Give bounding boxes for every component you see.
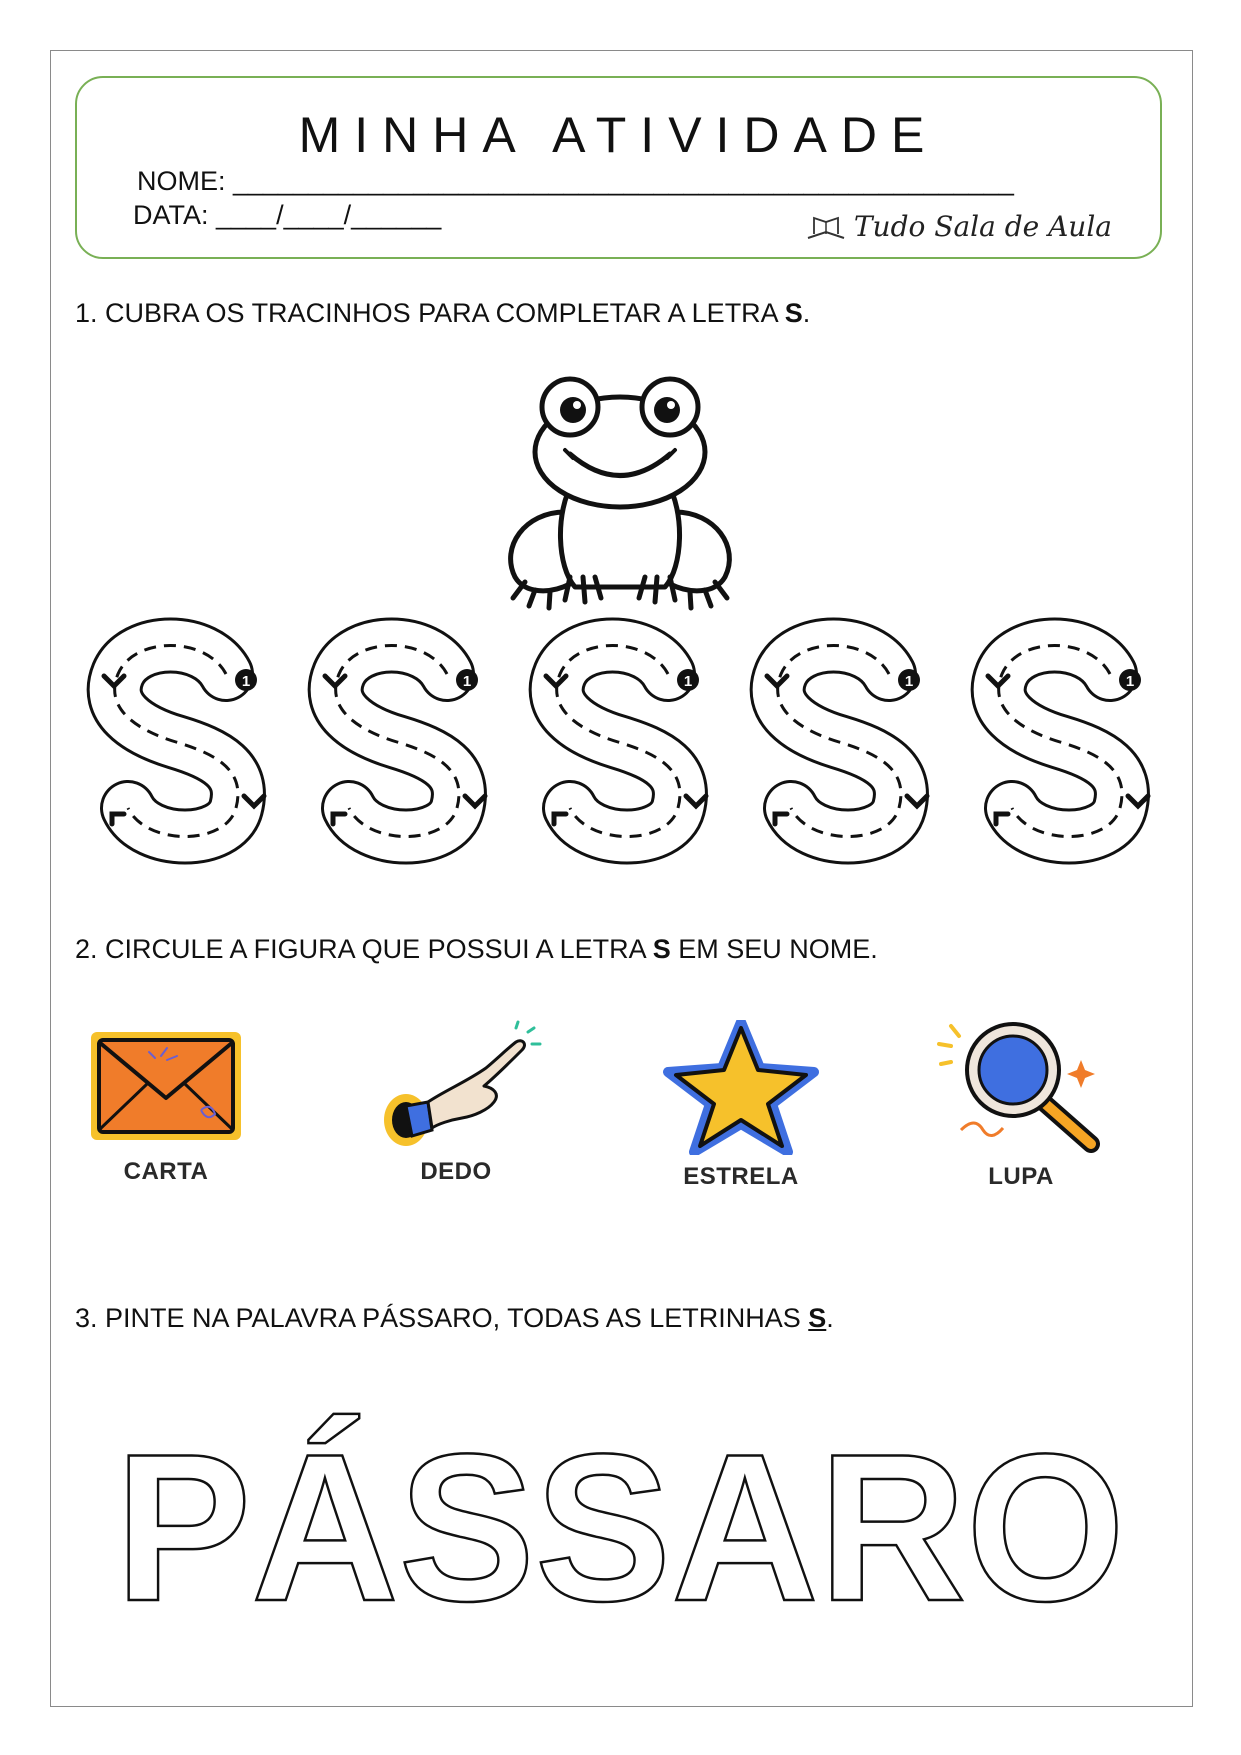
- header-box: [75, 76, 1162, 259]
- name-field[interactable]: NOME: ____________________________________________________: [137, 166, 1014, 196]
- tracing-start-number: 1: [462, 673, 472, 690]
- tracing-start-number: 1: [241, 673, 251, 690]
- picture-dedo[interactable]: [361, 1020, 551, 1186]
- picture-label: DEDO: [420, 1158, 492, 1185]
- envelope-icon: [81, 1020, 251, 1150]
- question-3: 3. PINTE NA PALAVRA PÁSSARO, TODAS AS LETRINHAS S.: [75, 1303, 834, 1333]
- picture-label: CARTA: [123, 1158, 209, 1185]
- tracing-row: [76, 610, 1166, 870]
- brand-name: Tudo Sala de Aula: [853, 210, 1112, 243]
- tracing-letter-s[interactable]: [518, 610, 724, 870]
- star-icon: [656, 1020, 826, 1155]
- tracing-start-number: 1: [904, 673, 914, 690]
- tracing-start-number: 1: [683, 673, 693, 690]
- book-icon: [806, 212, 846, 242]
- tracing-start-number: 1: [1125, 673, 1135, 690]
- question-2: 2. CIRCULE A FIGURA QUE POSSUI A LETRA S EM SEU NOME.: [75, 934, 878, 964]
- page-title: MINHA ATIVIDADE: [298, 107, 939, 163]
- tracing-letter-s[interactable]: [739, 610, 945, 870]
- picture-options: [76, 1020, 1166, 1230]
- brand-logo: [806, 210, 1112, 243]
- picture-label: LUPA: [988, 1163, 1054, 1190]
- picture-label: ESTRELA: [683, 1163, 799, 1190]
- tracing-letter-s[interactable]: [960, 610, 1166, 870]
- magnifying-glass-icon: [931, 1020, 1111, 1155]
- tracing-letter-s[interactable]: [297, 610, 503, 870]
- outline-word[interactable]: [0, 1380, 1241, 1630]
- tracing-letter-s[interactable]: [76, 610, 282, 870]
- picture-estrela[interactable]: [646, 1020, 836, 1191]
- pointing-finger-icon: [366, 1020, 546, 1150]
- question-1: 1. CUBRA OS TRACINHOS PARA COMPLETAR A LETRA S.: [75, 298, 811, 328]
- date-field[interactable]: DATA: ____/____/______: [133, 200, 442, 230]
- picture-lupa[interactable]: [926, 1020, 1116, 1191]
- frog-icon: [495, 362, 745, 612]
- outline-word-text: PÁSSARO: [115, 1410, 1125, 1630]
- picture-carta[interactable]: [76, 1020, 256, 1186]
